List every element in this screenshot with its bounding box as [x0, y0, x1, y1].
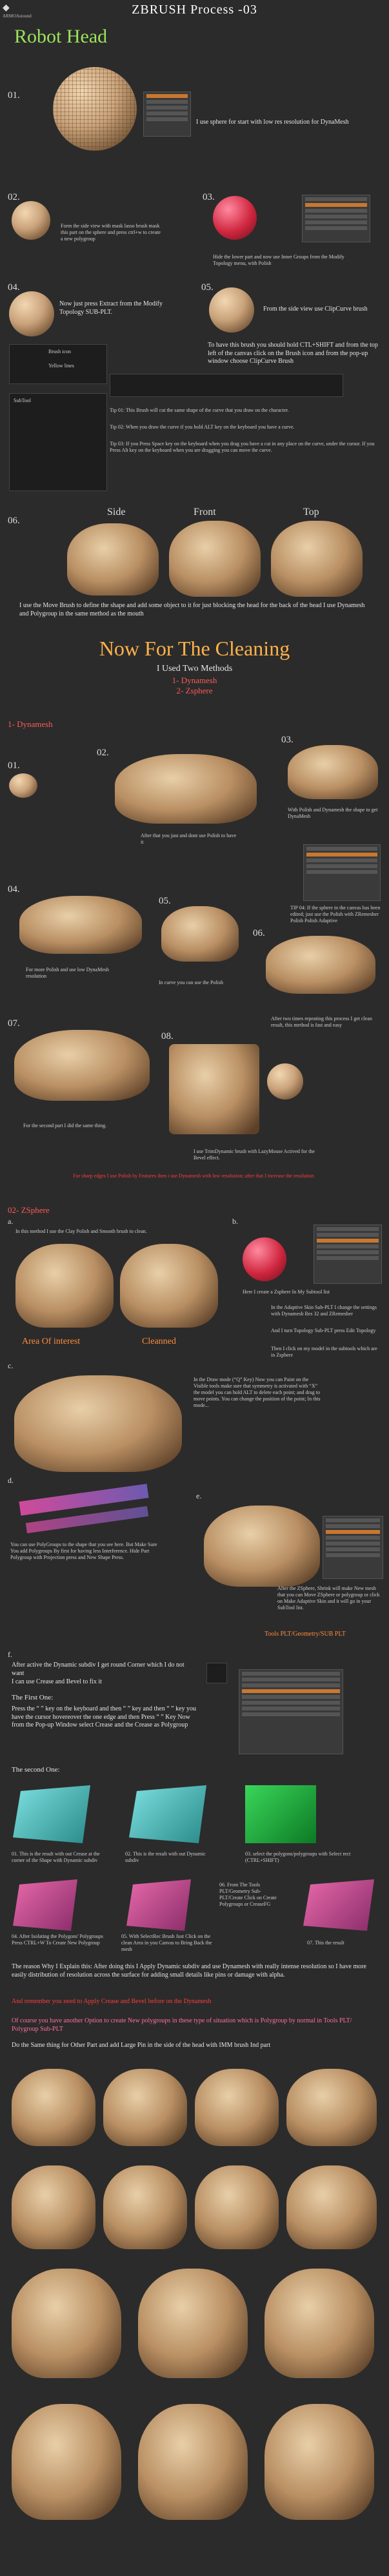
clean-step-08-model: [169, 1044, 259, 1134]
page-title: ZBRUSH Process -03: [132, 3, 257, 17]
part-e-label: e.: [196, 1491, 202, 1500]
part-f-label: f.: [8, 1650, 12, 1659]
final-render-12: [12, 2404, 121, 2520]
robot-head-top: [271, 521, 363, 597]
tip-03: Tip 03: If you Press Space key on the keyboard when you drag you have a cut in any place on the curve, under the cursor. If you Press Alt key on the keyboard when you are dragging you can move the curve.: [110, 441, 375, 453]
final-render-10: [138, 2269, 248, 2378]
yellow-lines-label: Yellow lines: [48, 363, 74, 369]
first-one-text: Press the “ ” key on the keyboard and then “ ” key and then “ ” key you have the cursor hovereover the one edge and then Press “ ” Key Now from the Pop-up Window select Crease and the Crease as Polygroup: [12, 1705, 197, 1729]
final-render-14: [264, 2404, 374, 2520]
part-f-text-2: I can use Crease and Bevel to fix it: [12, 1678, 102, 1685]
step-01-text: I use sphere for start with low res resolution for DynaMesh: [196, 119, 349, 126]
second-step-05-text: 05. With SelectRec Brush Just Click on the clean Area in you Canvas to Bring Back the mesh: [121, 1933, 212, 1952]
step-05-number: 05.: [201, 282, 214, 293]
reason-text: The reason Why I Explain this: After doing this I Apply Dynamic subdiv and use Dynamesh with really intense resolution so I have more easily distribution of resolution across the surface for adding small details like pins or damage with alpha.: [12, 1963, 366, 1979]
view-label-side: Side: [107, 507, 126, 518]
clip-curve-note: To have this brush you should hold CTL+SHIFT and from the top left of the canvas click on the Brush icon and from the pop-up window choose ClipCurve Brush: [208, 342, 378, 365]
clean-step-04-model: [19, 896, 142, 954]
final-render-3: [195, 2069, 279, 2146]
view-label-front: Front: [194, 507, 216, 518]
dynamesh-panel: [143, 92, 191, 137]
clean-step-01-thumb: [9, 773, 37, 798]
first-one-title: The First One:: [12, 1694, 54, 1701]
part-b-text-2: In the Adaptive Skin Sub-PLT I change the settings with Dynamesh Res 32 and ZRemesher: [271, 1304, 377, 1317]
brush-palette: [9, 344, 107, 384]
final-render-13: [138, 2404, 248, 2520]
step-03-number: 03.: [203, 192, 215, 202]
clean-step-01-number: 01.: [8, 760, 20, 771]
second-step-01-text: 01. This is the result with out Crease at the corner of the Shape with Dynamic subdiv: [12, 1851, 100, 1863]
red-note-cleaning: For sharp edges I use Polish by Features then i use Dynamesh with low resolution; after that I increase the resolution: [73, 1173, 314, 1179]
cleaned-label: Cleanned: [142, 1337, 176, 1346]
robot-head-front: [169, 521, 261, 597]
second-step-03-text: 03. select the polygons/polygroups with Select rect (CTRL+SHIFT): [245, 1851, 351, 1863]
second-step-02-text: 02. This is the result with out Dynamic subdiv: [125, 1851, 206, 1863]
masked-sphere: [12, 201, 50, 240]
part-c-label: c.: [8, 1361, 14, 1370]
subtool-label: SubTool: [14, 398, 31, 403]
part-b-text-3: And I turn Topology Sub-PLT press Edit Topology: [271, 1328, 376, 1333]
logo-text: ARMOAstound: [3, 14, 32, 19]
extracted-shell: [9, 291, 54, 336]
clean-step-03-text: With Polish and Dynamesh the shape to get DynaMesh: [288, 807, 378, 819]
tip-01: Tip 01: This Brush will cut the same shape of the curve that you draw on the character.: [110, 407, 289, 413]
step-04-text: Now just press Extract from the Modify Topology SUB-PLT.: [59, 300, 163, 316]
final-render-4: [286, 2069, 377, 2146]
part-a-label: a.: [8, 1217, 14, 1226]
method-1: 1- Dynamesh: [172, 675, 217, 685]
area-of-interest-label: Area Of interest: [22, 1337, 81, 1346]
clean-step-02-model: [115, 754, 257, 824]
final-render-7: [195, 2165, 279, 2249]
part-a-text: In this method I use the Clay Polish and Smooth brush to clean.: [15, 1228, 147, 1234]
tip-04: TIP 04: If the sphere in the canvas has been edited; just use the Polish with ZRemesher Polish Polish Adaptive: [290, 905, 381, 924]
geometry-panel: [323, 1516, 383, 1579]
area-of-interest-model: [15, 1244, 114, 1328]
view-label-top: Top: [303, 507, 319, 518]
part-b-text-1: Here I create a Zsphere In My Subtool list: [243, 1289, 330, 1295]
final-render-6: [103, 2165, 187, 2249]
second-step-04-shape: [13, 1879, 77, 1931]
clean-step-08-text: I use TrimDynamic brush with LazyMouse Actived for the Bevel effect.: [194, 1148, 315, 1161]
second-step-06-text: 06. From The Tools PLT/Geometry Sub-PLT/Create Click on Create Polygroups or CreaseFG: [219, 1882, 277, 1907]
clean-step-06-model: [266, 936, 375, 994]
step-05-text: From the side view use ClipCurve brush: [263, 305, 368, 313]
modify-topology-panel: [302, 195, 370, 242]
zsphere-topology-model: [14, 1375, 182, 1472]
red-sphere: [213, 196, 257, 240]
clean-step-05-number: 05.: [159, 896, 171, 906]
clipcurve-shell: [209, 287, 254, 333]
step-04-number: 04.: [8, 282, 20, 293]
step-01-number: 01.: [8, 90, 20, 101]
final-render-8: [286, 2165, 377, 2249]
clean-step-07-model: [14, 1030, 150, 1101]
second-step-02-shape: [129, 1785, 206, 1843]
clean-step-03-number: 03.: [281, 735, 294, 745]
part-b-text-4: Then I click on my model in the subtools which are in Zsphere: [271, 1346, 377, 1358]
tip-02: Tip 02: When you draw the curve if you hold ALT key on the keyboard you have a curve.: [110, 424, 295, 430]
clean-step-03-model: [288, 745, 378, 799]
final-render-5: [12, 2165, 95, 2249]
second-step-04-text: 04. After Isolating the Polygons' Polygroups Press CTRL+W To Create New Polygroup: [12, 1933, 103, 1946]
pink-note-polygroup: Of course you have another Option to create New polygroups in these type of situation which is Polygroup by normal in Tools PLT/ Polygroup Sub-PLT: [12, 2017, 352, 2033]
part-c-text: In the Draw mode (“Q” Key) Now you can Paint on the Visible tools make sure that symmetry is activated with “X” the model you can hold ALT to delete each point; and drag to move points. You can change the position of the point; In this mode...: [194, 1377, 321, 1408]
adaptive-skin-panel: [314, 1225, 382, 1284]
part-b-label: b.: [232, 1217, 238, 1226]
step-02-number: 02.: [8, 192, 20, 202]
logo-icon: ◆: [3, 3, 10, 13]
clean-step-02-text: After that you just and dont use Polish to have it: [141, 833, 237, 845]
final-render-1: [12, 2069, 95, 2146]
crease-popup: [239, 1669, 343, 1754]
final-render-2: [103, 2069, 187, 2146]
clean-step-07-text: For the second part I did the same thing.: [23, 1123, 107, 1128]
step-02-text: Form the side view with mask lasso brush mask this part on the sphere and press ctrl+w to create a new polygroup: [61, 223, 161, 242]
brush-icon-label: Brush icon: [48, 349, 71, 354]
adaptive-skin-model: [204, 1506, 320, 1587]
method-2-label: 02- ZSphere: [8, 1205, 50, 1215]
second-step-01-shape: [13, 1785, 90, 1843]
second-step-05-shape: [126, 1879, 191, 1931]
section-title-robot-head: Robot Head: [14, 26, 108, 47]
final-text: Do the Same thing for Other Part and add Large Pin in the side of the head with IMM brush Ind part: [12, 2042, 271, 2049]
method-1-label: 1- Dynamesh: [8, 719, 53, 729]
part-e-label-text: Tools PLT/Geometry/SUB PLT: [264, 1631, 346, 1638]
clean-step-06-number: 06.: [253, 928, 265, 938]
second-step-07-shape: [303, 1879, 374, 1931]
clean-step-02-number: 02.: [97, 748, 109, 758]
second-one-title: The second One:: [12, 1766, 60, 1774]
methods-subtitle: I Used Two Methods: [156, 664, 233, 673]
clean-step-05-model: [161, 906, 239, 962]
brush-popup-strip: [110, 374, 343, 397]
clean-step-07-number: 07.: [8, 1018, 20, 1029]
clean-step-05-text: In curve you can use the Polish: [159, 980, 223, 985]
part-d-text: You can use PolyGroups to the shape that you see here. But Make Sure You add Polygroups By first for having less Interference. Hide Part Polygroup with Projection press and New Shape Press.: [10, 1542, 157, 1560]
step-03-text: Hide the lower part and now use Inner Groups from the Modify Topology menu, with Polish: [213, 254, 344, 266]
part-d-label: d.: [8, 1476, 14, 1485]
cleaned-model: [120, 1244, 218, 1328]
method-2: 2- Zsphere: [176, 686, 213, 695]
red-note-crease: And remember you need to Apply Crease and Bevel before on the Dynamesh: [12, 1998, 212, 2005]
part-e-text: After the ZSphere, Shrink will make New mesh that you can Move ZSphere or polygroup or click on Make Adaptive Skin and it will go in your SubTool list.: [277, 1585, 380, 1611]
trimdynamic-brush-icon: [267, 1063, 303, 1099]
clean-step-04-text: For more Polish and use low DynaMesh resolution: [26, 967, 109, 979]
zsphere-red: [243, 1237, 286, 1281]
cube-icon: [206, 1663, 227, 1683]
final-render-11: [264, 2269, 374, 2378]
clean-step-08-number: 08.: [161, 1031, 174, 1041]
polish-panel: [303, 844, 381, 901]
subtool-palette: [9, 393, 107, 491]
final-render-9: [12, 2269, 121, 2378]
step-06-text: I use the Move Brush to define the shape and add some object to it for just blocking the head for the back of the head I use Dynamesh and Polygroup in the same method as the mouth: [19, 602, 365, 617]
second-step-03-shape: [245, 1785, 316, 1843]
section-title-cleaning: Now For The Cleaning: [99, 637, 290, 660]
second-step-07-text: 07. This the result: [307, 1940, 344, 1946]
robot-head-side: [67, 523, 159, 596]
part-f-text-1: After active the Dynamic subdiv I get round Corner which I do not want: [12, 1661, 185, 1677]
clean-step-04-number: 04.: [8, 884, 20, 895]
low-res-sphere: [53, 67, 137, 151]
clean-step-06-text: After two times repeating this process I get clean result, this method is fast and easy: [271, 1016, 372, 1028]
step-06-number: 06.: [8, 516, 20, 526]
